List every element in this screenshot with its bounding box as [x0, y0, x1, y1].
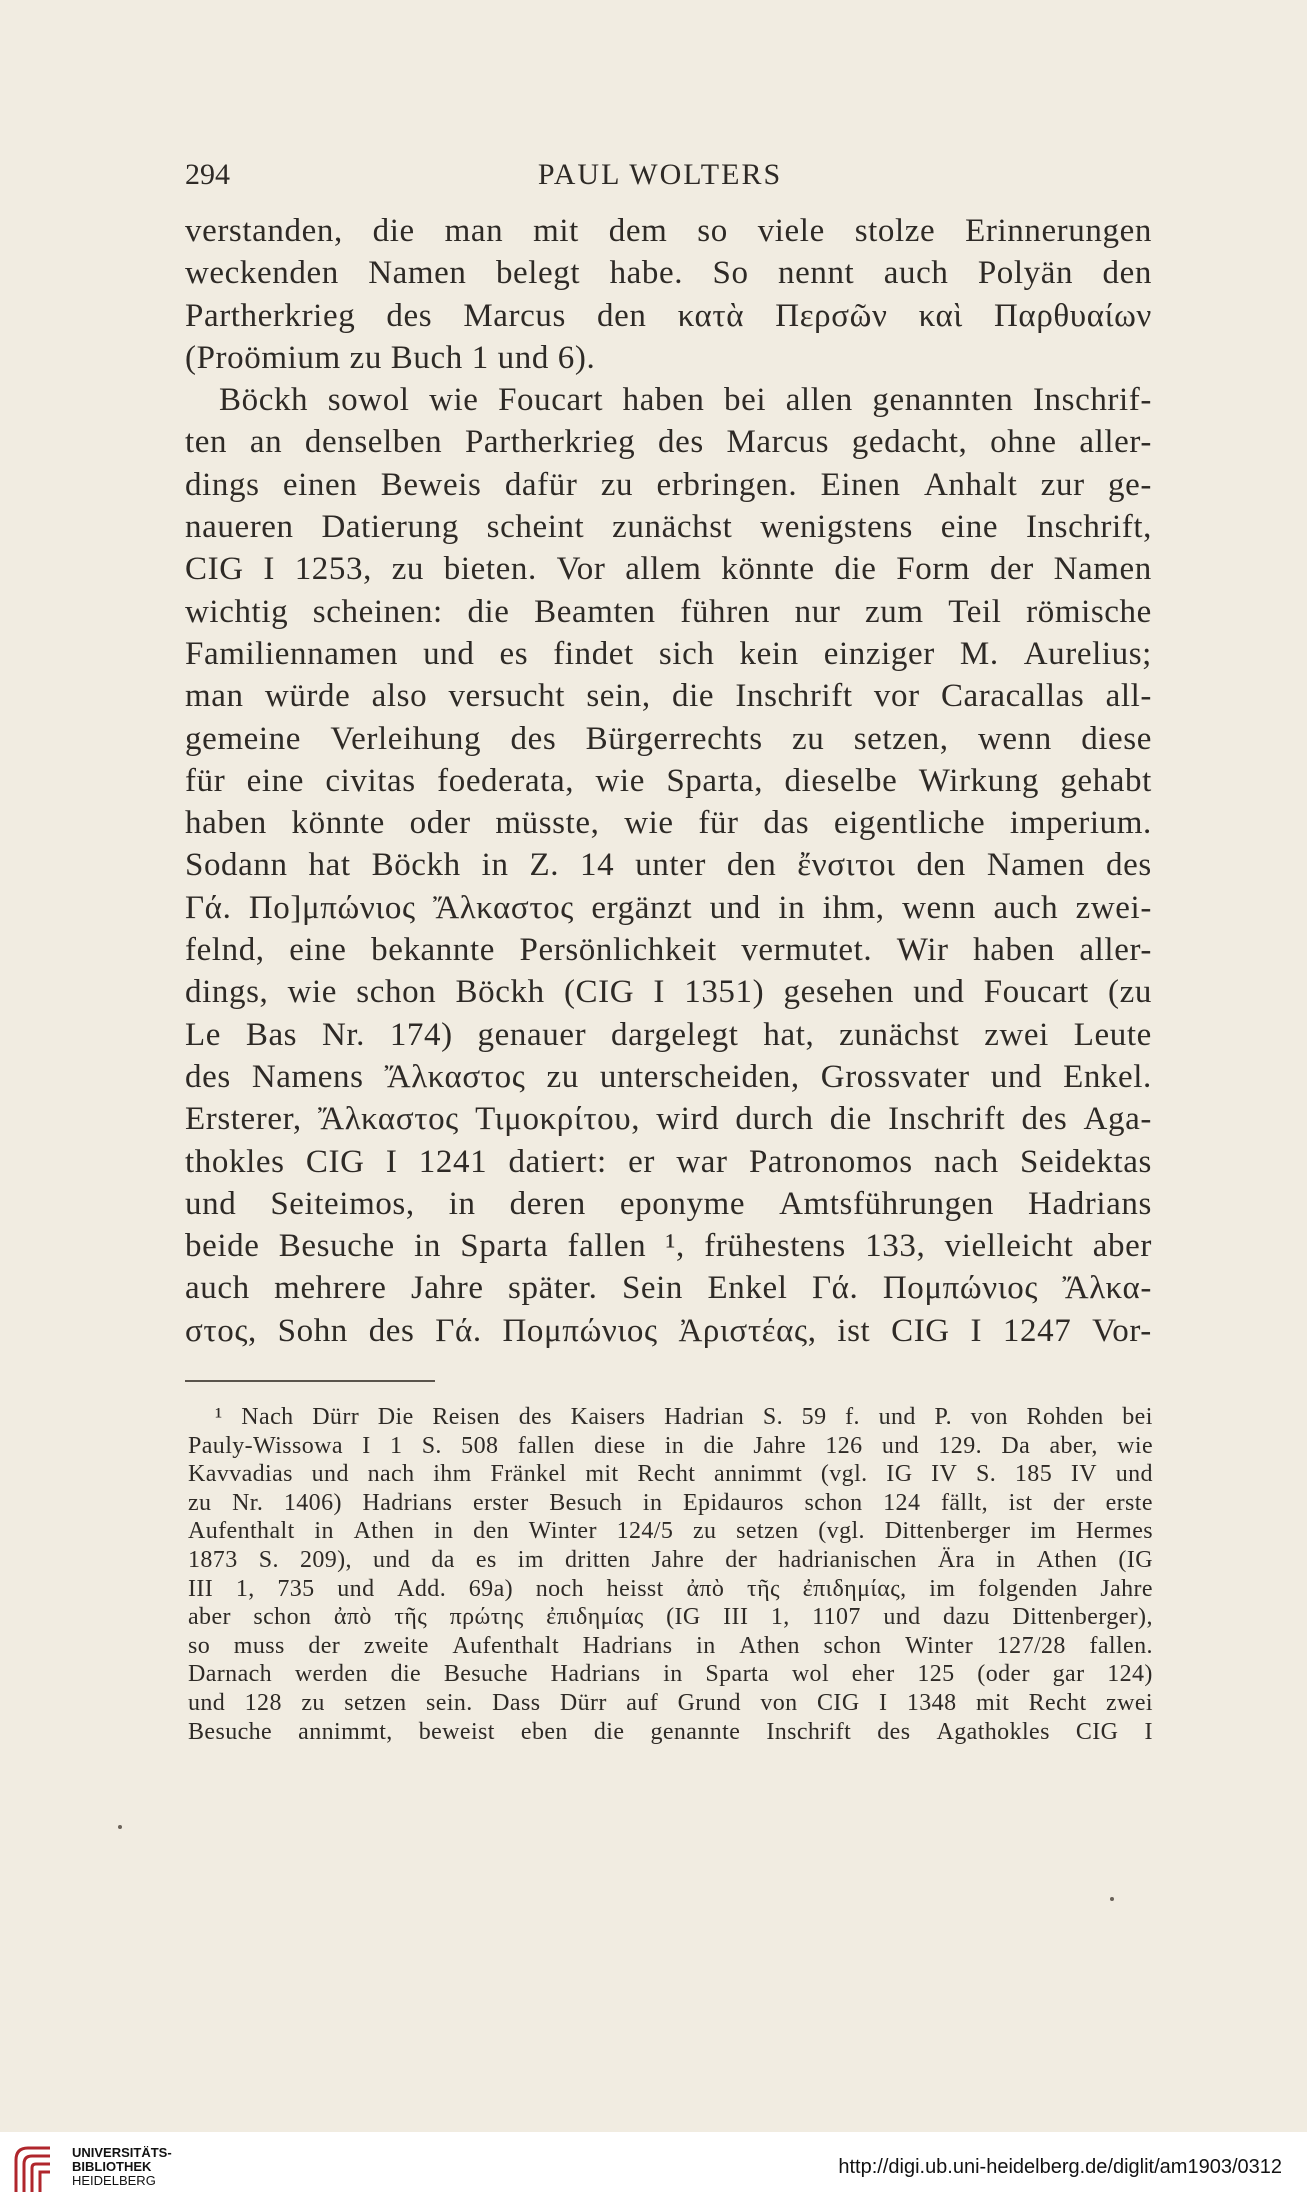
text-line: felnd, eine bekannte Persönlichkeit vermutet. Wir haben aller-: [185, 932, 1152, 969]
footnote-line: und 128 zu setzen sein. Dass Dürr auf Grund von CIG I 1348 mit Recht zwei: [188, 1689, 1153, 1716]
text-line: Le Bas Nr. 174) genauer dargelegt hat, zunächst zwei Leute: [185, 1016, 1152, 1053]
footnotes: [188, 1403, 1153, 1746]
body-text: [185, 210, 1152, 1352]
footer-bar: [0, 2132, 1307, 2204]
library-name-line: UNIVERSITÄTS-: [72, 2145, 172, 2160]
text-line: auch mehrere Jahre später. Sein Enkel Γά. Πομπώνιος Ἄλκα-: [185, 1270, 1152, 1307]
text-line: Sodann hat Böckh in Z. 14 unter den ἔνσιτοι den Namen des: [185, 847, 1152, 884]
text-line: Partherkrieg des Marcus den κατὰ Περσῶν καὶ Παρθυαίων: [185, 297, 1152, 334]
running-head: PAUL WOLTERS: [537, 158, 783, 191]
page-number: 294: [185, 158, 230, 191]
text-line: des Namens Ἄλκαστος zu unterscheiden, Grossvater und Enkel.: [185, 1058, 1152, 1095]
footnote-line: III 1, 735 und Add. 69a) noch heisst ἀπὸ τῆς ἐπιδημίας, im folgenden Jahre: [188, 1575, 1153, 1602]
footnote-divider: [185, 1380, 435, 1382]
footnote-line: Pauly-Wissowa I 1 S. 508 fallen diese in die Jahre 126 und 129. Da aber, wie: [188, 1432, 1153, 1459]
text-line: dings einen Beweis dafür zu erbringen. Einen Anhalt zur ge-: [185, 466, 1152, 503]
footnote-line: aber schon ἀπὸ τῆς πρώτης ἐπιδημίας (IG III 1, 1107 und dazu Dittenberger),: [188, 1604, 1153, 1631]
footnote-line: 1873 S. 209), und da es im dritten Jahre der hadrianischen Ära in Athen (IG: [188, 1546, 1153, 1573]
library-name: [72, 2146, 172, 2188]
library-name-line: BIBLIOTHEK: [72, 2159, 152, 2174]
text-line: verstanden, die man mit dem so viele stolze Erinnerungen: [185, 213, 1152, 249]
text-line: (Proömium zu Buch 1 und 6).: [185, 339, 596, 376]
text-line: haben könnte oder müsste, wie für das eigentliche imperium.: [185, 805, 1152, 842]
text-line: CIG I 1253, zu bieten. Vor allem könnte die Form der Namen: [185, 551, 1152, 588]
document-url-link[interactable]: http://digi.ub.uni-heidelberg.de/diglit/am1903/0312: [838, 2156, 1282, 2178]
text-line: ten an denselben Partherkrieg des Marcus gedacht, ohne aller-: [185, 424, 1152, 461]
footnote-line: Aufenthalt in Athen in den Winter 124/5 zu setzen (vgl. Dittenberger im Hermes: [188, 1518, 1153, 1545]
paper-speck: [1110, 1897, 1114, 1901]
library-logo-icon: [10, 2142, 58, 2194]
text-line: thokles CIG I 1241 datiert: er war Patronomos nach Seidektas: [185, 1143, 1152, 1180]
footnote-line: Besuche annimmt, beweist eben die genannte Inschrift des Agathokles CIG I: [188, 1718, 1153, 1745]
footnote-line: zu Nr. 1406) Hadrians erster Besuch in Epidauros schon 124 fällt, ist der erste: [188, 1489, 1153, 1516]
footnote-line: Darnach werden die Besuche Hadrians in Sparta wol eher 125 (oder gar 124): [188, 1661, 1153, 1688]
text-line: Böckh sowol wie Foucart haben bei allen genannten Inschrif-: [219, 382, 1152, 419]
footnote-line: ¹ Nach Dürr Die Reisen des Kaisers Hadrian S. 59 f. und P. von Rohden bei: [215, 1404, 1153, 1430]
footnote-line: so muss der zweite Aufenthalt Hadrians in Athen schon Winter 127/28 fallen.: [188, 1632, 1153, 1659]
text-line: Γά. Πο]μπώνιος Ἄλκαστος ergänzt und in ihm, wenn auch zwei-: [185, 889, 1152, 926]
text-line: naueren Datierung scheint zunächst wenigstens eine Inschrift,: [185, 509, 1152, 546]
text-line: στος, Sohn des Γά. Πομπώνιος Ἀριστέας, ist CIG I 1247 Vor-: [185, 1312, 1152, 1349]
text-line: gemeine Verleihung des Bürgerrechts zu setzen, wenn diese: [185, 720, 1152, 757]
text-line: Ersterer, Ἄλκαστος Τιμοκρίτου, wird durch die Inschrift des Aga-: [185, 1101, 1152, 1138]
text-line: wichtig scheinen: die Beamten führen nur zum Teil römische: [185, 593, 1152, 630]
footnote-line: Kavvadias und nach ihm Fränkel mit Recht annimmt (vgl. IG IV S. 185 IV und: [188, 1461, 1153, 1488]
text-line: man würde also versucht sein, die Inschrift vor Caracallas all-: [185, 678, 1152, 715]
text-line: für eine civitas foederata, wie Sparta, dieselbe Wirkung gehabt: [185, 762, 1152, 799]
paper-speck: [118, 1825, 122, 1829]
text-line: beide Besuche in Sparta fallen ¹, frühestens 133, vielleicht aber: [185, 1228, 1152, 1265]
text-line: und Seiteimos, in deren eponyme Amtsführungen Hadrians: [185, 1185, 1152, 1222]
library-name-line: HEIDELBERG: [72, 2173, 156, 2188]
page-header: [185, 150, 1135, 200]
text-line: dings, wie schon Böckh (CIG I 1351) gesehen und Foucart (zu: [185, 974, 1152, 1011]
text-line: weckenden Namen belegt habe. So nennt auch Polyän den: [185, 255, 1152, 292]
text-line: Familiennamen und es findet sich kein einziger M. Aurelius;: [185, 635, 1152, 672]
